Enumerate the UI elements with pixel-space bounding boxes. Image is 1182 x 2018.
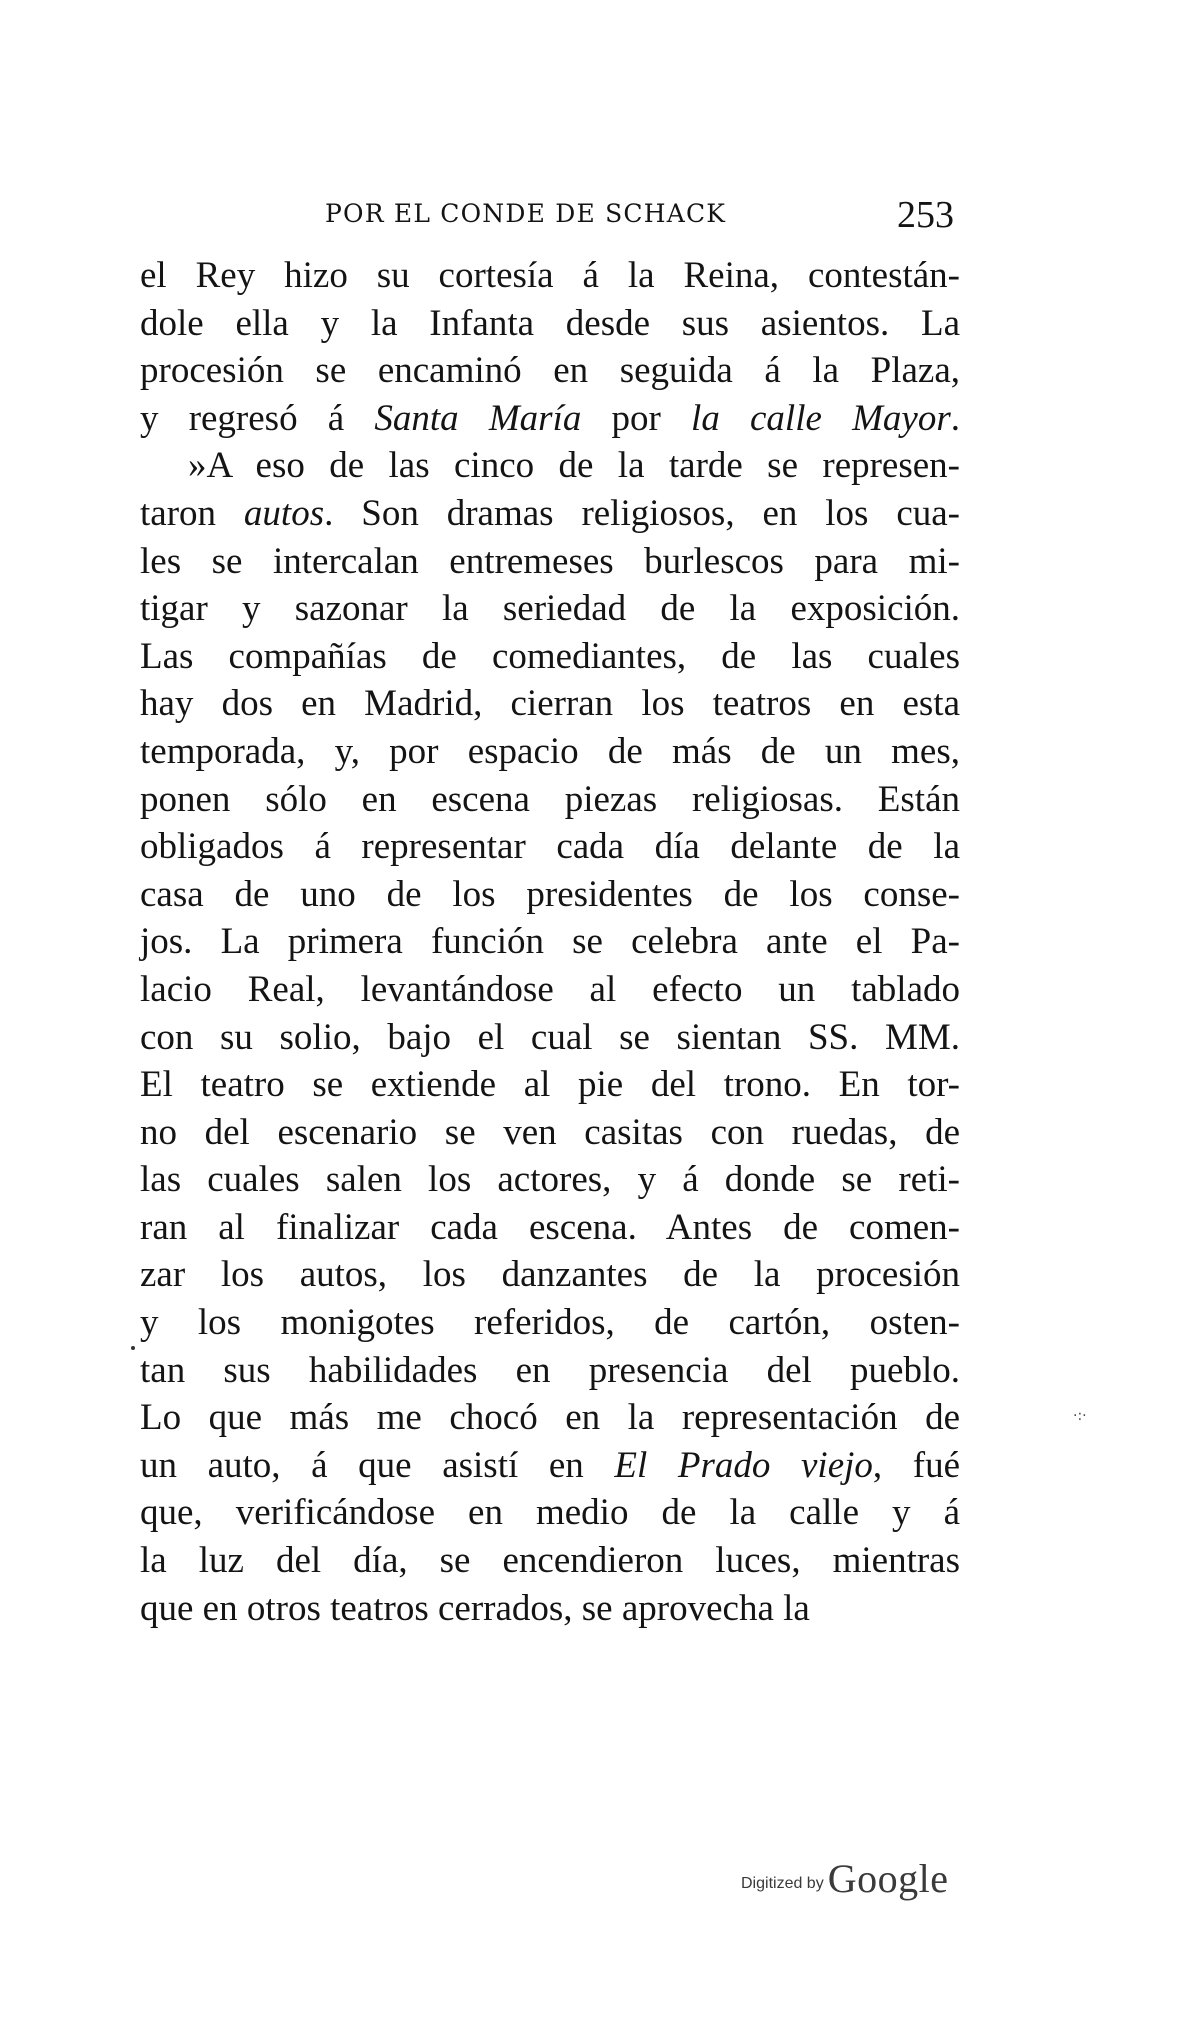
text-line: obligados á representar cada día delante de la [140, 826, 960, 868]
google-logo: Google [827, 1856, 949, 1901]
running-title: POR EL CONDE DE SCHACK [325, 199, 727, 228]
text-line: taron autos. Son dramas religiosos, en los cua- [140, 492, 960, 534]
text-line: que en otros teatros cerrados, se aprovecha la [140, 1587, 810, 1629]
text-line: hay dos en Madrid, cierran los teatros en esta [140, 683, 960, 725]
text-line: casa de uno de los presidentes de los conse- [140, 873, 960, 915]
scan-speck [131, 1346, 135, 1350]
digitized-watermark [741, 1855, 948, 1902]
body-text [140, 252, 960, 1632]
running-header [325, 193, 965, 236]
text-line: las cuales salen los actores, y á donde se reti- [140, 1159, 960, 1201]
text-line: tigar y sazonar la seriedad de la exposición. [140, 588, 960, 630]
text-line: que, verificándose en medio de la calle y á [140, 1492, 960, 1534]
italic-phrase: autos [243, 492, 325, 534]
text-line: ponen sólo en escena piezas religiosas. Están [140, 778, 960, 820]
scan-mark: ·:· [1073, 1408, 1087, 1424]
text-line: y los monigotes referidos, de cartón, osten- [140, 1302, 960, 1344]
text-line: temporada, y, por espacio de más de un mes, [140, 730, 960, 772]
italic-phrase: El Prado viejo [614, 1444, 873, 1486]
text-line: ran al finalizar cada escena. Antes de comen- [140, 1206, 960, 1248]
text-line: dole ella y la Infanta desde sus asientos. La [140, 302, 960, 344]
text-line: Lo que más me chocó en la representación de [140, 1397, 960, 1439]
text-line: la luz del día, se encendieron luces, mientras [140, 1540, 960, 1582]
text-line: con su solio, bajo el cual se sientan SS. MM. [140, 1016, 960, 1058]
italic-phrase: Santa María [374, 397, 582, 439]
text-line: un auto, á que asistí en El Prado viejo, fué [140, 1444, 961, 1486]
text-line: y regresó á Santa María por la calle Mayor. [140, 397, 960, 439]
text-line: tan sus habilidades en presencia del pueblo. [140, 1349, 960, 1391]
text-line: no del escenario se ven casitas con ruedas, de [140, 1111, 960, 1153]
text-line: lacio Real, levantándose al efecto un tablado [140, 968, 960, 1010]
text-line: Las compañías de comediantes, de las cuales [140, 635, 960, 677]
text-line: El teatro se extiende al pie del trono. En tor- [140, 1064, 960, 1106]
text-line: les se intercalan entremeses burlescos para mi- [140, 540, 960, 582]
digitized-label: Digitized by [741, 1875, 824, 1892]
text-line: zar los autos, los danzantes de la procesión [140, 1254, 960, 1296]
italic-phrase: la calle Mayor [691, 397, 951, 439]
text-line: »A eso de las cinco de la tarde se represen- [188, 445, 960, 487]
text-line: jos. La primera función se celebra ante el Pa- [140, 921, 960, 963]
text-line: procesión se encaminó en seguida á la Plaza, [140, 350, 960, 392]
text-line: el Rey hizo su cortesía á la Reina, contestán- [140, 255, 960, 296]
page-number: 253 [897, 194, 954, 236]
